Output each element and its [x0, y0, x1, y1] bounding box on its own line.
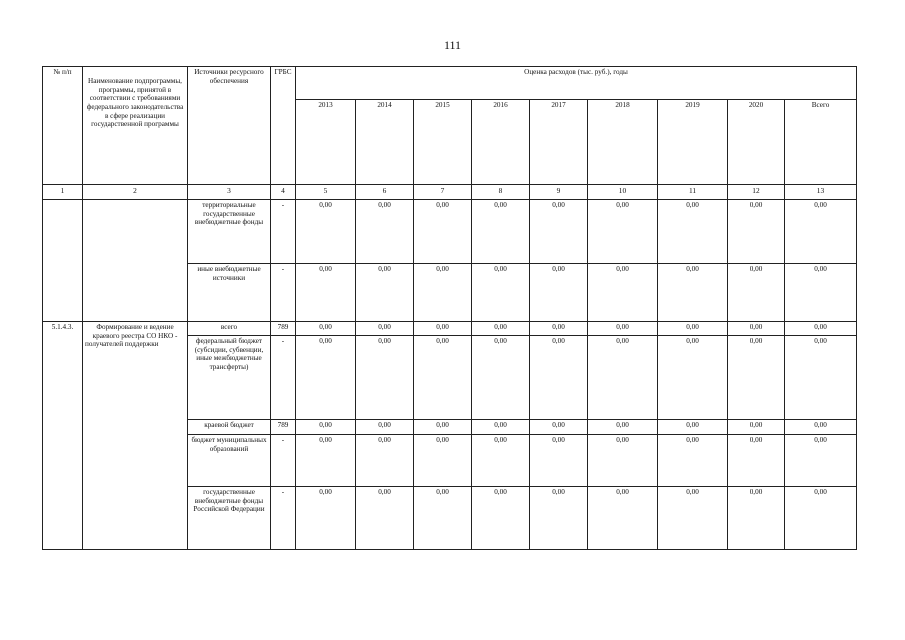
column-index: 8 — [472, 185, 530, 200]
row-value: 0,00 — [728, 336, 785, 420]
row-source: краевой бюджет — [188, 420, 271, 435]
column-index: 3 — [188, 185, 271, 200]
row-value: 0,00 — [414, 336, 472, 420]
row-value: 0,00 — [356, 200, 414, 264]
row-value: 0,00 — [658, 322, 728, 336]
item-name: Формирование и ведение краевого реестра СО НКО - получателей поддержки — [83, 322, 188, 550]
column-index: 9 — [530, 185, 588, 200]
row-value: 0,00 — [785, 336, 857, 420]
column-index: 2 — [83, 185, 188, 200]
row-value: 0,00 — [588, 322, 658, 336]
row-value: 0,00 — [414, 200, 472, 264]
row-value: 0,00 — [530, 200, 588, 264]
budget-table — [42, 66, 857, 550]
row-value: 0,00 — [588, 420, 658, 435]
row-value: 0,00 — [472, 487, 530, 550]
row-value: 0,00 — [414, 420, 472, 435]
row-value: 0,00 — [728, 322, 785, 336]
header-row — [43, 67, 857, 100]
row-grbs: - — [271, 487, 296, 550]
column-index: 12 — [728, 185, 785, 200]
row-value: 0,00 — [530, 435, 588, 487]
row-source: территориальные государственные внебюджетные фонды — [188, 200, 271, 264]
row-value: 0,00 — [414, 487, 472, 550]
row-value: 0,00 — [588, 200, 658, 264]
row-value: 0,00 — [588, 435, 658, 487]
row-value: 0,00 — [530, 487, 588, 550]
row-grbs: - — [271, 264, 296, 322]
row-source: федеральный бюджет (субсидии, субвенции, иные межбюджетные трансферты) — [188, 336, 271, 420]
row-value: 0,00 — [530, 264, 588, 322]
header-grbs: ГРБС — [271, 67, 296, 185]
row-value: 0,00 — [356, 322, 414, 336]
row-value: 0,00 — [530, 336, 588, 420]
header-year: 2015 — [414, 100, 472, 185]
page-number: 111 — [443, 38, 462, 52]
header-source: Источники ресурсного обеспечения — [188, 67, 271, 185]
row-value: 0,00 — [356, 435, 414, 487]
row-value: 0,00 — [658, 336, 728, 420]
header-year: 2013 — [296, 100, 356, 185]
row-value: 0,00 — [785, 322, 857, 336]
row-value: 0,00 — [356, 264, 414, 322]
row-name — [83, 200, 188, 322]
column-index: 4 — [271, 185, 296, 200]
row-value: 0,00 — [414, 435, 472, 487]
row-value: 0,00 — [728, 487, 785, 550]
column-index-row — [43, 185, 857, 200]
row-grbs: - — [271, 435, 296, 487]
header-year: 2020 — [728, 100, 785, 185]
row-grbs: - — [271, 200, 296, 264]
row-value: 0,00 — [658, 420, 728, 435]
row-source: всего — [188, 322, 271, 336]
column-index: 1 — [43, 185, 83, 200]
row-value: 0,00 — [472, 200, 530, 264]
row-value: 0,00 — [728, 264, 785, 322]
row-value: 0,00 — [658, 487, 728, 550]
header-total: Всего — [785, 100, 857, 185]
header-no: № п/п — [43, 67, 83, 185]
header-name: Наименование подпрограммы, программы, принятой в соответствии с требованиями федерального законодательства в сфере реализации государственной программы — [83, 67, 188, 185]
row-grbs: 789 — [271, 322, 296, 336]
item-no: 5.1.4.3. — [43, 322, 83, 550]
row-value: 0,00 — [728, 435, 785, 487]
table-row — [43, 322, 857, 336]
row-value: 0,00 — [356, 336, 414, 420]
row-value: 0,00 — [296, 200, 356, 264]
header-year: 2017 — [530, 100, 588, 185]
row-source: иные внебюджетные источники — [188, 264, 271, 322]
column-index: 11 — [658, 185, 728, 200]
row-value: 0,00 — [472, 264, 530, 322]
column-index: 13 — [785, 185, 857, 200]
header-year: 2016 — [472, 100, 530, 185]
row-grbs: 789 — [271, 420, 296, 435]
row-value: 0,00 — [414, 264, 472, 322]
row-value: 0,00 — [658, 200, 728, 264]
row-value: 0,00 — [356, 487, 414, 550]
row-value: 0,00 — [785, 487, 857, 550]
row-value: 0,00 — [414, 322, 472, 336]
row-value: 0,00 — [785, 420, 857, 435]
row-value: 0,00 — [472, 322, 530, 336]
row-value: 0,00 — [658, 264, 728, 322]
row-value: 0,00 — [296, 322, 356, 336]
row-value: 0,00 — [588, 336, 658, 420]
column-index: 5 — [296, 185, 356, 200]
row-source: государственные внебюджетные фонды Российской Федерации — [188, 487, 271, 550]
row-value: 0,00 — [785, 435, 857, 487]
row-grbs: - — [271, 336, 296, 420]
header-estimate: Оценка расходов (тыс. руб.), годы — [296, 67, 857, 100]
row-value: 0,00 — [588, 264, 658, 322]
row-value: 0,00 — [296, 420, 356, 435]
table-row — [43, 200, 857, 264]
row-value: 0,00 — [472, 435, 530, 487]
row-value: 0,00 — [530, 322, 588, 336]
row-value: 0,00 — [530, 420, 588, 435]
column-index: 6 — [356, 185, 414, 200]
row-source: бюджет муниципальных образований — [188, 435, 271, 487]
row-value: 0,00 — [785, 200, 857, 264]
row-value: 0,00 — [588, 487, 658, 550]
row-value: 0,00 — [296, 435, 356, 487]
row-value: 0,00 — [296, 336, 356, 420]
row-value: 0,00 — [785, 264, 857, 322]
row-value: 0,00 — [472, 420, 530, 435]
row-value: 0,00 — [658, 435, 728, 487]
row-no — [43, 200, 83, 322]
header-year: 2019 — [658, 100, 728, 185]
row-value: 0,00 — [728, 420, 785, 435]
column-index: 10 — [588, 185, 658, 200]
row-value: 0,00 — [296, 487, 356, 550]
row-value: 0,00 — [296, 264, 356, 322]
column-index: 7 — [414, 185, 472, 200]
row-value: 0,00 — [356, 420, 414, 435]
row-value: 0,00 — [472, 336, 530, 420]
row-value: 0,00 — [728, 200, 785, 264]
header-year: 2018 — [588, 100, 658, 185]
header-year: 2014 — [356, 100, 414, 185]
